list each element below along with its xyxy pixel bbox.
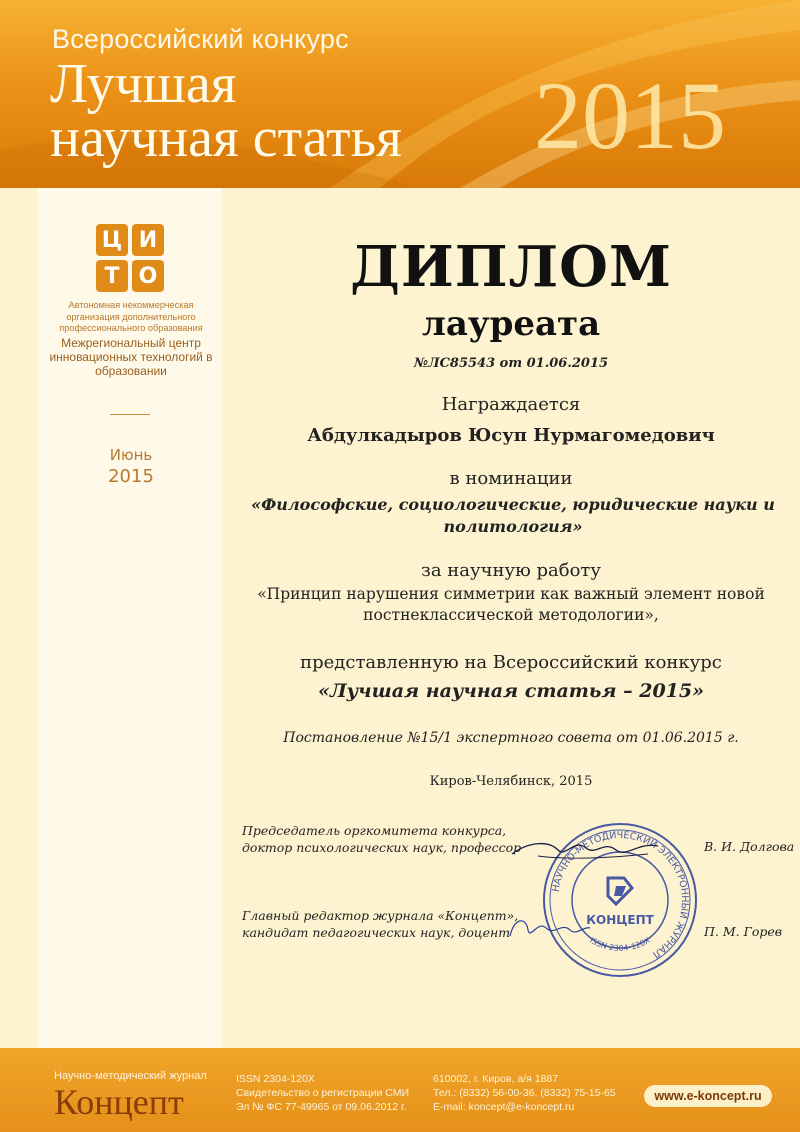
footer-line: Эл № ФС 77-49965 от 09.06.2012 г. [236,1101,407,1113]
contest-type-label: Всероссийский конкурс [52,24,349,54]
website-link[interactable]: www.e-koncept.ru [644,1085,772,1107]
cito-logo [96,224,166,294]
org-name: Межрегиональный центр инновационных технологий в образовании [49,336,213,378]
logo-letter: И [132,224,164,256]
footer-journal-label: Научно-методический журнал [54,1070,207,1082]
chair-name: В. И. Долгова [704,839,795,854]
footer-line: ISSN 2304-120X [236,1073,315,1085]
city-date: Киров-Челябинск, 2015 [429,774,593,789]
logo-letter: Т [96,260,128,292]
recipient-name: Абдулкадыров Юсуп Нурмагомедович [307,425,715,446]
diploma-number: №ЛС85543 от 01.06.2015 [413,356,609,371]
stamp-center-text: КОНЦЕПТ [586,913,654,927]
editor-name: П. М. Горев [704,924,783,939]
nomination-name: «Философские, социологические, юридические науки и политология» [251,495,775,536]
footer-line: Свидетельство о регистрации СМИ [236,1087,409,1099]
sidebar-divider [110,414,150,415]
editor-title [242,907,518,941]
awarded-label: Награждается [441,394,581,415]
sidebar-year: 2015 [108,466,154,487]
editor-title-line1: Главный редактор журнала «Концепт», [242,908,519,923]
work-title: «Принцип нарушения симметрии как важный элемент новой постнеклассической методологии», [257,585,765,624]
footer-line: E-mail: koncept@e-koncept.ru [433,1101,575,1113]
diploma-subtitle: лауреата [421,304,601,344]
footer-line: Тел.: (8332) 56-00-36, (8332) 75-15-65 [433,1087,616,1099]
contest-title-line1: Лучшая [50,53,237,115]
decree-text: Постановление №15/1 экспертного совета от 01.06.2015 г. [283,730,739,746]
contest-year: 2015 [534,62,726,169]
contest-title-line2: научная статья [50,107,402,169]
contest-name: «Лучшая научная статья – 2015» [317,680,704,702]
chair-title-line1: Председатель оргкомитета конкурса, [242,823,507,838]
contest-label: представленную на Всероссийский конкурс [300,652,722,673]
nomination-label: в номинации [449,468,573,489]
chair-signature [508,832,668,866]
footer-contacts [433,1072,616,1114]
stamp-issn: ISSN 2304-120X [588,935,652,953]
sidebar-month: Июнь [109,446,153,464]
diploma-title: ДИПЛОМ [350,234,672,300]
stamp-emblem-icon [608,878,632,904]
logo-letter: Ц [96,224,128,256]
editor-title-line2: кандидат педагогических наук, доцент [242,925,511,940]
footer-registration [236,1072,409,1114]
stamp-ring-text: НАУЧНО-МЕТОДИЧЕСКИЙ ЭЛЕКТРОННЫЙ ЖУРНАЛ [550,829,691,960]
footer-brand: Концепт [54,1082,184,1122]
chair-title [242,822,521,856]
editor-signature [504,910,594,946]
org-description: Автономная некоммерческая организация дополнительного профессионального образования [59,300,203,333]
chair-title-line2: доктор психологических наук, профессор [242,840,522,855]
header-banner [0,0,800,188]
work-label: за научную работу [421,560,601,581]
logo-letter: О [132,260,164,292]
footer-line: 610002, г. Киров, а/я 1887 [433,1073,559,1085]
